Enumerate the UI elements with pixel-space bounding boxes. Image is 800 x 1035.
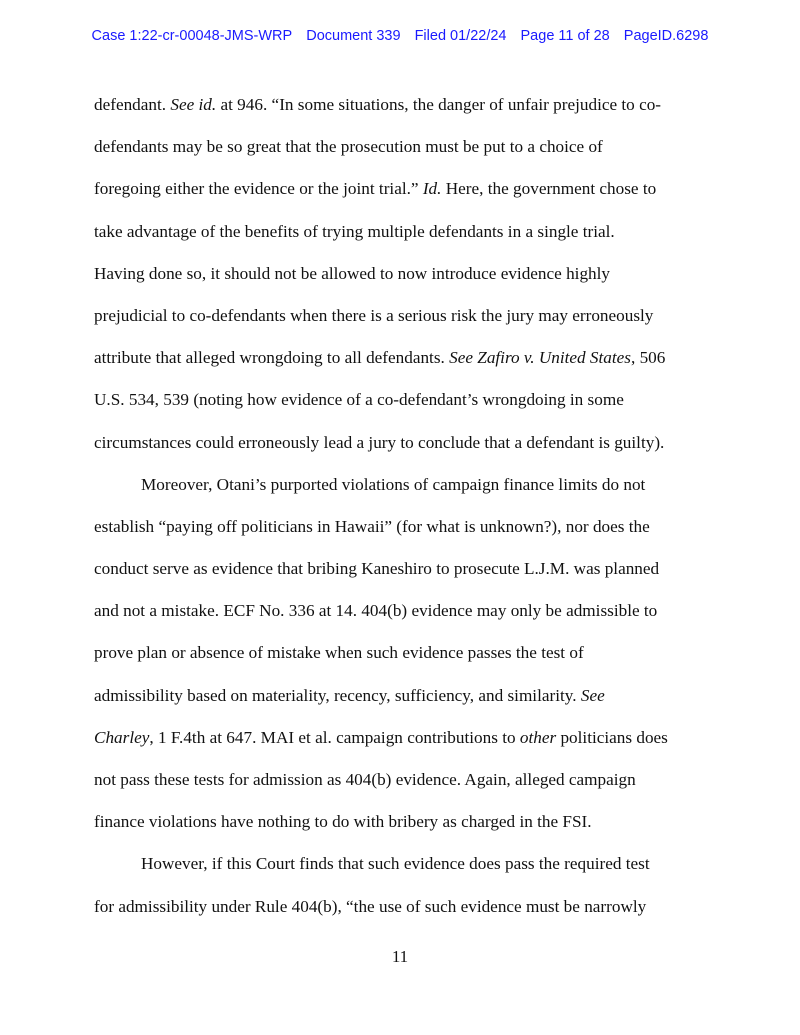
- text-line: [94, 511, 714, 553]
- text-segment: U.S. 534, 539 (noting how evidence of a co-defendant’s wrongdoing in some: [94, 390, 624, 410]
- text-segment: Here, the government chose to: [441, 179, 657, 199]
- text-segment: establish “paying off politicians in Hawaii” (for what is unknown?), nor does the: [94, 516, 650, 536]
- text-line: [94, 469, 714, 511]
- text-segment: However, if this Court finds that such evidence does pass the required test: [141, 854, 650, 874]
- text-line: [94, 342, 714, 384]
- text-segment: Having done so, it should not be allowed to now introduce evidence highly: [94, 263, 611, 283]
- text-line: [94, 553, 714, 595]
- case-number: Case 1:22-cr-00048-JMS-WRP: [91, 28, 293, 44]
- italic-segment: other: [519, 727, 557, 747]
- page-id: PageID.6298: [623, 28, 709, 44]
- text-segment: defendants may be so great that the prosecution must be put to a choice of: [94, 137, 603, 157]
- text-line: [94, 891, 714, 933]
- italic-segment: Id.: [422, 179, 442, 199]
- text-line: [94, 764, 714, 806]
- italic-segment: See Zafiro v. United States: [449, 348, 631, 368]
- text-line: [94, 216, 714, 258]
- text-line: [94, 258, 714, 300]
- text-segment: Moreover, Otani’s purported violations of campaign finance limits do not: [141, 474, 646, 494]
- text-segment: foregoing either the evidence or the joint trial.”: [94, 179, 423, 199]
- page-number: 11: [391, 947, 409, 966]
- text-line: [94, 300, 714, 342]
- text-segment: prove plan or absence of mistake when such evidence passes the test of: [94, 643, 584, 663]
- text-line: [94, 848, 714, 890]
- text-line: [94, 89, 714, 131]
- text-line: [94, 173, 714, 215]
- text-line: [94, 427, 714, 469]
- document-number: Document 339: [306, 28, 401, 44]
- text-line: [94, 806, 714, 848]
- italic-segment: See id.: [170, 95, 217, 114]
- italic-segment: See: [580, 685, 605, 705]
- text-segment: , 1 F.4th at 647. MAI et al. campaign contributions to: [149, 727, 520, 747]
- text-segment: at 946. “In some situations, the danger of unfair prejudice to co-: [216, 95, 662, 114]
- italic-segment: Charley: [94, 727, 150, 747]
- text-segment: for admissibility under Rule 404(b), “the use of such evidence must be narrowly: [94, 896, 647, 916]
- text-segment: attribute that alleged wrongdoing to all defendants.: [94, 348, 450, 368]
- text-segment: , 506: [630, 348, 666, 368]
- text-segment: not pass these tests for admission as 404(b) evidence. Again, alleged campaign: [94, 770, 636, 789]
- text-segment: take advantage of the benefits of trying multiple defendants in a single trial.: [94, 221, 615, 241]
- text-line: [94, 722, 714, 764]
- text-line: [94, 131, 714, 173]
- text-line: [94, 637, 714, 679]
- document-body: [94, 89, 714, 933]
- text-line: [94, 680, 714, 722]
- text-segment: defendant.: [94, 95, 171, 114]
- text-line: [94, 595, 714, 637]
- text-segment: finance violations have nothing to do with bribery as charged in the FSI.: [94, 812, 592, 832]
- filing-header: [0, 28, 800, 44]
- text-segment: conduct serve as evidence that bribing Kaneshiro to prosecute L.J.M. was planned: [94, 559, 660, 579]
- text-segment: circumstances could erroneously lead a jury to conclude that a defendant is guilty).: [94, 432, 665, 452]
- text-segment: and not a mistake. ECF No. 336 at 14. 404(b) evidence may only be admissible to: [94, 601, 658, 621]
- text-line: [94, 384, 714, 426]
- text-segment: admissibility based on materiality, recency, sufficiency, and similarity.: [94, 685, 581, 705]
- page-count: Page 11 of 28: [520, 28, 610, 44]
- filed-date: Filed 01/22/24: [414, 28, 507, 44]
- text-segment: politicians does: [556, 727, 668, 747]
- text-segment: prejudicial to co-defendants when there is a serious risk the jury may erroneously: [94, 305, 654, 325]
